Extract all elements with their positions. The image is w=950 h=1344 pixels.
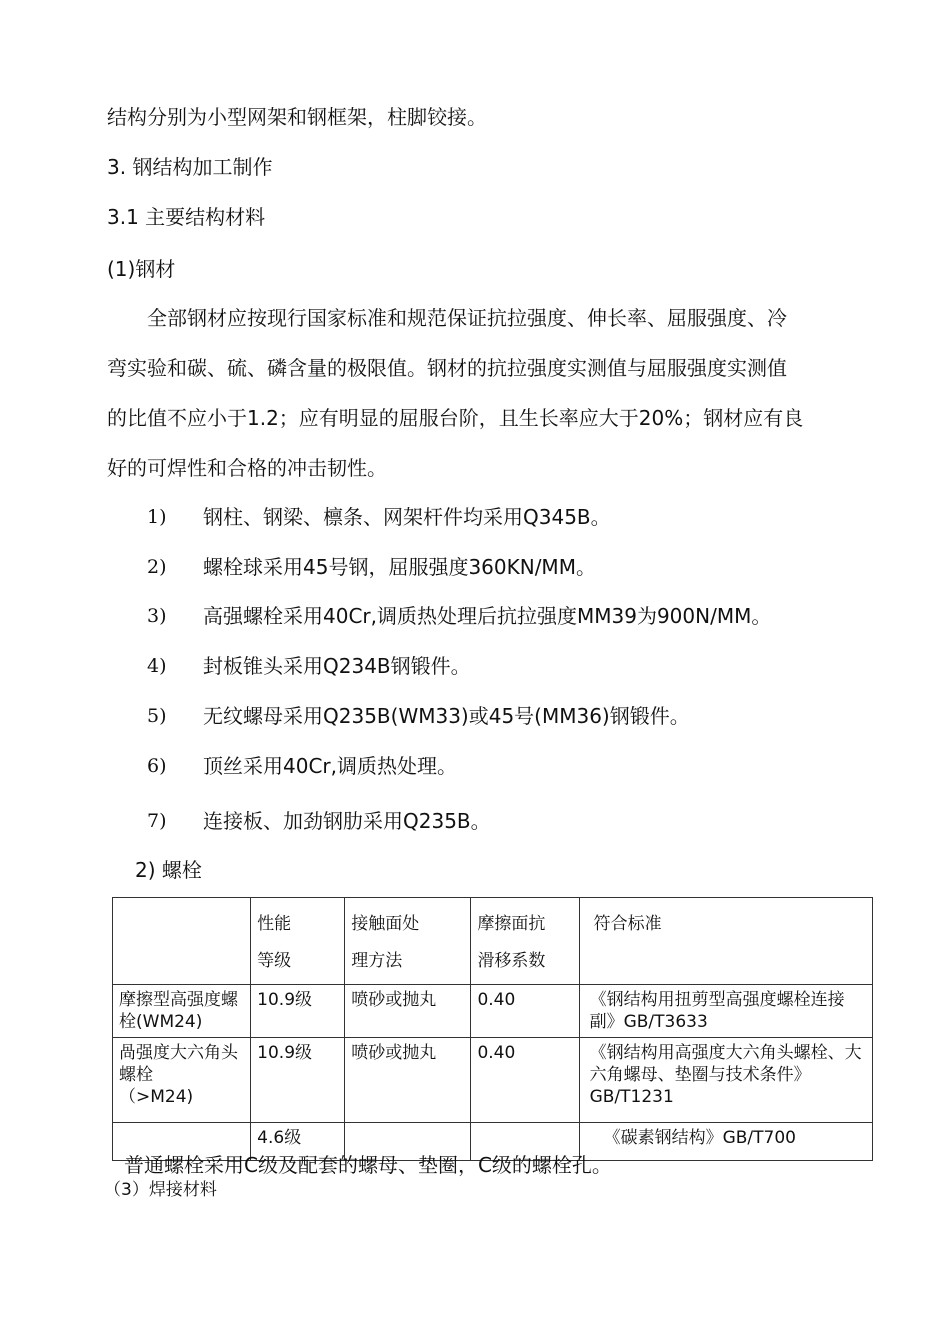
table-cell: 10.9级 xyxy=(251,1038,345,1123)
list-item-text: 螺栓球采用45号钢，屈服强度360KN/MM。 xyxy=(203,555,596,579)
bolt-spec-table xyxy=(112,897,873,1161)
table-header-cell: 符合标准 xyxy=(579,898,872,985)
after-table-note: 普通螺栓采用C级及配套的螺母、垫圈，C级的螺栓孔。 xyxy=(124,1153,612,1177)
table-cell: 0.40 xyxy=(471,985,579,1038)
table-header-cell: 接触面处 理方法 xyxy=(345,898,471,985)
table-cell: 《碳素钢结构》GB/T700 xyxy=(579,1123,872,1161)
list-item-number: 4) xyxy=(147,655,167,677)
list-item-number: 3) xyxy=(147,605,167,627)
intro-line: 结构分别为小型网架和钢框架，柱脚铰接。 xyxy=(107,105,487,129)
paragraph-line: 的比值不应小于1.2；应有明显的屈服台阶，且生长率应大于20%；钢材应有良 xyxy=(107,406,804,430)
list-item-text: 连接板、加劲钢肋采用Q235B。 xyxy=(203,809,491,833)
table-cell: 咼强度大六角头螺栓 （>M24) xyxy=(113,1038,251,1123)
list-item-text: 顶丝采用40Cr,调质热处理。 xyxy=(203,754,457,778)
list-item-number: 7) xyxy=(147,810,167,832)
list-item-text: 封板锥头采用Q234B钢锻件。 xyxy=(203,654,471,678)
table-header-cell xyxy=(113,898,251,985)
table-header-row xyxy=(113,898,873,985)
list-item-number: 6) xyxy=(147,755,167,777)
section-heading-3: 3. 钢结构加工制作 xyxy=(107,155,273,179)
table-row xyxy=(113,985,873,1038)
table-cell: 喷砂或抛丸 xyxy=(345,1038,471,1123)
list-item-number: 2) xyxy=(147,556,167,578)
table-row xyxy=(113,1038,873,1123)
table-header-cell: 性能 等级 xyxy=(251,898,345,985)
section-heading-3-1: 3.1 主要结构材料 xyxy=(107,205,266,229)
subheading-bolts: 2) 螺栓 xyxy=(135,858,202,882)
table-cell: 《钢结构用扭剪型高强度螺栓连接副》GB/T3633 xyxy=(579,985,872,1038)
table-cell: 10.9级 xyxy=(251,985,345,1038)
subheading-welding: （3）焊接材料 xyxy=(104,1180,217,1200)
list-item-text: 无纹螺母采用Q235B(WM33)或45号(MM36)钢锻件。 xyxy=(203,704,690,728)
paragraph-line: 全部钢材应按现行国家标准和规范保证抗拉强度、伸长率、屈服强度、冷 xyxy=(147,306,787,330)
table-cell: 0.40 xyxy=(471,1038,579,1123)
table-cell: 4.6级 xyxy=(251,1123,345,1161)
table-header-cell: 摩擦面抗 滑移系数 xyxy=(471,898,579,985)
list-item-text: 钢柱、钢梁、檩条、网架杆件均采用Q345B。 xyxy=(203,505,611,529)
subheading-steel: (1)钢材 xyxy=(107,257,176,281)
paragraph-line: 好的可焊性和合格的冲击韧性。 xyxy=(107,456,387,480)
table-cell: 摩擦型高强度螺栓(WM24) xyxy=(113,985,251,1038)
list-item-number: 1) xyxy=(147,506,167,528)
list-item-number: 5) xyxy=(147,705,167,727)
list-item-text: 高强螺栓采用40Cr,调质热处理后抗拉强度MM39为900N/MM。 xyxy=(203,604,772,628)
table-cell: 喷砂或抛丸 xyxy=(345,985,471,1038)
table-cell: 《钢结构用高强度大六角头螺栓、大六角螺母、垫圈与技术条件》GB/T1231 xyxy=(579,1038,872,1123)
paragraph-line: 弯实验和碳、硫、磷含量的极限值。钢材的抗拉强度实测值与屈服强度实测值 xyxy=(107,356,787,380)
